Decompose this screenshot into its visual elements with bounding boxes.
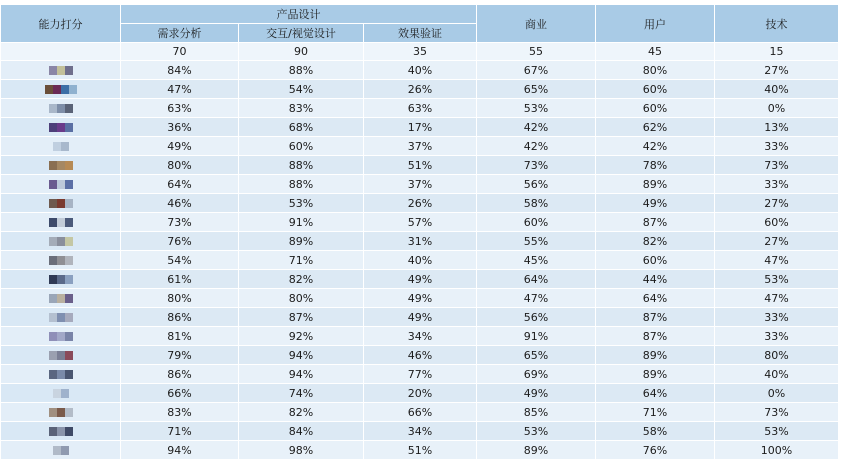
- column-header-requirements: 需求分析: [121, 24, 239, 43]
- mosaic-block: [57, 218, 65, 227]
- score-cell-interaction: 88%: [239, 61, 364, 80]
- score-cell-validation: 20%: [364, 384, 477, 403]
- weight-validation: 35: [364, 43, 477, 61]
- score-cell-business: 67%: [477, 61, 596, 80]
- score-cell-user: 49%: [596, 194, 715, 213]
- pixelated-name-mosaic: [49, 199, 73, 208]
- row-name-pixelated: [1, 308, 121, 327]
- pixelated-name-mosaic: [49, 408, 73, 417]
- row-name-pixelated: [1, 61, 121, 80]
- pixelated-name-mosaic: [49, 351, 73, 360]
- row-name-pixelated: [1, 137, 121, 156]
- score-cell-user: 62%: [596, 118, 715, 137]
- mosaic-block: [57, 294, 65, 303]
- pixelated-name-mosaic: [49, 313, 73, 322]
- score-cell-interaction: 89%: [239, 232, 364, 251]
- mosaic-block: [57, 104, 65, 113]
- pixelated-name-mosaic: [49, 237, 73, 246]
- table-row: [1, 422, 839, 441]
- row-name-pixelated: [1, 251, 121, 270]
- score-cell-interaction: 71%: [239, 251, 364, 270]
- score-cell-tech: 53%: [715, 422, 839, 441]
- mosaic-block: [49, 313, 57, 322]
- score-cell-interaction: 82%: [239, 270, 364, 289]
- mosaic-block: [65, 199, 73, 208]
- row-name-pixelated: [1, 213, 121, 232]
- score-cell-validation: 57%: [364, 213, 477, 232]
- mosaic-block: [49, 427, 57, 436]
- score-cell-validation: 34%: [364, 327, 477, 346]
- mosaic-block: [57, 123, 65, 132]
- mosaic-block: [49, 370, 57, 379]
- mosaic-block: [49, 294, 57, 303]
- score-cell-interaction: 74%: [239, 384, 364, 403]
- pixelated-name-mosaic: [45, 85, 77, 94]
- pixelated-name-mosaic: [49, 123, 73, 132]
- weight-tech: 15: [715, 43, 839, 61]
- mosaic-block: [61, 446, 69, 455]
- score-cell-interaction: 91%: [239, 213, 364, 232]
- table-row: [1, 213, 839, 232]
- row-name-pixelated: [1, 80, 121, 99]
- mosaic-block: [57, 370, 65, 379]
- table-row: [1, 194, 839, 213]
- mosaic-block: [57, 313, 65, 322]
- score-cell-tech: 33%: [715, 308, 839, 327]
- score-cell-user: 42%: [596, 137, 715, 156]
- score-cell-business: 45%: [477, 251, 596, 270]
- score-cell-business: 55%: [477, 232, 596, 251]
- mosaic-block: [65, 161, 73, 170]
- score-cell-business: 73%: [477, 156, 596, 175]
- mosaic-block: [57, 161, 65, 170]
- score-cell-business: 53%: [477, 99, 596, 118]
- score-cell-interaction: 68%: [239, 118, 364, 137]
- score-cell-validation: 40%: [364, 251, 477, 270]
- score-cell-requirements: 86%: [121, 365, 239, 384]
- score-cell-validation: 26%: [364, 80, 477, 99]
- score-cell-validation: 26%: [364, 194, 477, 213]
- row-name-pixelated: [1, 327, 121, 346]
- column-header-tech: 技术: [715, 5, 839, 43]
- row-name-pixelated: [1, 403, 121, 422]
- score-cell-validation: 46%: [364, 346, 477, 365]
- score-cell-requirements: 66%: [121, 384, 239, 403]
- score-cell-requirements: 47%: [121, 80, 239, 99]
- score-cell-tech: 100%: [715, 441, 839, 460]
- score-cell-business: 58%: [477, 194, 596, 213]
- table-row: [1, 346, 839, 365]
- row-name-pixelated: [1, 365, 121, 384]
- score-cell-business: 56%: [477, 175, 596, 194]
- mosaic-block: [49, 66, 57, 75]
- row-name-pixelated: [1, 156, 121, 175]
- corner-label: 能力打分: [1, 5, 121, 43]
- score-cell-validation: 51%: [364, 441, 477, 460]
- score-cell-validation: 37%: [364, 175, 477, 194]
- pixelated-name-mosaic: [49, 256, 73, 265]
- pixelated-name-mosaic: [49, 427, 73, 436]
- score-cell-business: 89%: [477, 441, 596, 460]
- score-cell-user: 71%: [596, 403, 715, 422]
- score-cell-validation: 40%: [364, 61, 477, 80]
- score-cell-user: 89%: [596, 365, 715, 384]
- mosaic-block: [49, 237, 57, 246]
- pixelated-name-mosaic: [53, 389, 69, 398]
- score-cell-tech: 73%: [715, 403, 839, 422]
- column-header-business: 商业: [477, 5, 596, 43]
- mosaic-block: [61, 142, 69, 151]
- score-cell-tech: 53%: [715, 270, 839, 289]
- score-cell-tech: 47%: [715, 251, 839, 270]
- score-cell-interaction: 87%: [239, 308, 364, 327]
- score-cell-user: 44%: [596, 270, 715, 289]
- mosaic-block: [57, 180, 65, 189]
- score-cell-interaction: 83%: [239, 99, 364, 118]
- score-cell-business: 69%: [477, 365, 596, 384]
- score-cell-requirements: 83%: [121, 403, 239, 422]
- row-name-pixelated: [1, 289, 121, 308]
- row-name-pixelated: [1, 99, 121, 118]
- mosaic-block: [57, 66, 65, 75]
- mosaic-block: [65, 427, 73, 436]
- score-cell-validation: 37%: [364, 137, 477, 156]
- score-cell-tech: 80%: [715, 346, 839, 365]
- mosaic-block: [49, 351, 57, 360]
- score-cell-interaction: 60%: [239, 137, 364, 156]
- mosaic-block: [65, 313, 73, 322]
- weight-user: 45: [596, 43, 715, 61]
- mosaic-block: [61, 85, 69, 94]
- score-cell-validation: 66%: [364, 403, 477, 422]
- table-row: [1, 80, 839, 99]
- mosaic-block: [65, 180, 73, 189]
- score-cell-tech: 0%: [715, 384, 839, 403]
- mosaic-block: [57, 256, 65, 265]
- score-cell-business: 47%: [477, 289, 596, 308]
- weight-interaction: 90: [239, 43, 364, 61]
- row-name-pixelated: [1, 384, 121, 403]
- score-cell-requirements: 73%: [121, 213, 239, 232]
- mosaic-block: [65, 104, 73, 113]
- mosaic-block: [57, 427, 65, 436]
- score-cell-tech: 33%: [715, 137, 839, 156]
- mosaic-block: [65, 294, 73, 303]
- score-cell-user: 60%: [596, 80, 715, 99]
- table-row: [1, 175, 839, 194]
- row-name-pixelated: [1, 194, 121, 213]
- score-cell-interaction: 94%: [239, 346, 364, 365]
- table-row: [1, 61, 839, 80]
- table-row: [1, 137, 839, 156]
- mosaic-block: [65, 332, 73, 341]
- score-cell-validation: 51%: [364, 156, 477, 175]
- score-cell-business: 42%: [477, 137, 596, 156]
- table-row: [1, 156, 839, 175]
- score-cell-business: 64%: [477, 270, 596, 289]
- table-body: [1, 61, 839, 460]
- score-cell-tech: 0%: [715, 99, 839, 118]
- mosaic-block: [49, 256, 57, 265]
- score-cell-validation: 17%: [364, 118, 477, 137]
- score-table-container: [0, 4, 838, 460]
- score-cell-validation: 63%: [364, 99, 477, 118]
- score-cell-requirements: 64%: [121, 175, 239, 194]
- row-name-pixelated: [1, 441, 121, 460]
- score-cell-business: 65%: [477, 80, 596, 99]
- mosaic-block: [57, 199, 65, 208]
- score-cell-business: 56%: [477, 308, 596, 327]
- table-row: [1, 441, 839, 460]
- table-row: [1, 289, 839, 308]
- mosaic-block: [49, 275, 57, 284]
- table-row: [1, 327, 839, 346]
- mosaic-block: [53, 446, 61, 455]
- score-cell-interaction: 92%: [239, 327, 364, 346]
- mosaic-block: [65, 218, 73, 227]
- row-name-pixelated: [1, 422, 121, 441]
- score-cell-interaction: 88%: [239, 156, 364, 175]
- score-cell-requirements: 86%: [121, 308, 239, 327]
- mosaic-block: [65, 256, 73, 265]
- score-cell-tech: 60%: [715, 213, 839, 232]
- score-cell-validation: 49%: [364, 289, 477, 308]
- mosaic-block: [49, 332, 57, 341]
- score-cell-user: 60%: [596, 99, 715, 118]
- score-cell-user: 58%: [596, 422, 715, 441]
- mosaic-block: [53, 85, 61, 94]
- score-cell-user: 87%: [596, 327, 715, 346]
- mosaic-block: [57, 275, 65, 284]
- row-name-pixelated: [1, 118, 121, 137]
- score-cell-interaction: 98%: [239, 441, 364, 460]
- score-cell-user: 64%: [596, 289, 715, 308]
- pixelated-name-mosaic: [49, 218, 73, 227]
- mosaic-block: [57, 408, 65, 417]
- score-cell-requirements: 61%: [121, 270, 239, 289]
- pixelated-name-mosaic: [49, 161, 73, 170]
- mosaic-block: [49, 104, 57, 113]
- score-cell-user: 80%: [596, 61, 715, 80]
- score-cell-tech: 33%: [715, 175, 839, 194]
- column-header-user: 用户: [596, 5, 715, 43]
- score-cell-requirements: 36%: [121, 118, 239, 137]
- mosaic-block: [49, 408, 57, 417]
- score-cell-requirements: 84%: [121, 61, 239, 80]
- mosaic-block: [45, 85, 53, 94]
- score-cell-interaction: 94%: [239, 365, 364, 384]
- score-cell-tech: 13%: [715, 118, 839, 137]
- score-cell-interaction: 88%: [239, 175, 364, 194]
- score-cell-requirements: 79%: [121, 346, 239, 365]
- score-cell-requirements: 80%: [121, 156, 239, 175]
- row-name-pixelated: [1, 346, 121, 365]
- score-cell-user: 89%: [596, 346, 715, 365]
- group-header-product-design: 产品设计: [121, 5, 477, 24]
- score-cell-validation: 49%: [364, 308, 477, 327]
- score-cell-requirements: 81%: [121, 327, 239, 346]
- score-cell-user: 78%: [596, 156, 715, 175]
- mosaic-block: [49, 161, 57, 170]
- mosaic-block: [65, 408, 73, 417]
- weight-business: 55: [477, 43, 596, 61]
- mosaic-block: [57, 332, 65, 341]
- score-cell-tech: 73%: [715, 156, 839, 175]
- mosaic-block: [65, 237, 73, 246]
- score-cell-tech: 40%: [715, 365, 839, 384]
- score-cell-validation: 77%: [364, 365, 477, 384]
- mosaic-block: [61, 389, 69, 398]
- weights-row-label: [1, 43, 121, 61]
- score-cell-validation: 49%: [364, 270, 477, 289]
- pixelated-name-mosaic: [53, 446, 69, 455]
- score-cell-business: 42%: [477, 118, 596, 137]
- score-cell-business: 91%: [477, 327, 596, 346]
- table-row: [1, 232, 839, 251]
- score-cell-business: 60%: [477, 213, 596, 232]
- pixelated-name-mosaic: [49, 66, 73, 75]
- score-cell-requirements: 94%: [121, 441, 239, 460]
- score-cell-requirements: 76%: [121, 232, 239, 251]
- score-cell-user: 60%: [596, 251, 715, 270]
- score-cell-user: 87%: [596, 213, 715, 232]
- table-row: [1, 270, 839, 289]
- table-header: [1, 5, 839, 61]
- mosaic-block: [57, 351, 65, 360]
- mosaic-block: [65, 370, 73, 379]
- score-cell-requirements: 71%: [121, 422, 239, 441]
- row-name-pixelated: [1, 270, 121, 289]
- weight-requirements: 70: [121, 43, 239, 61]
- score-cell-requirements: 46%: [121, 194, 239, 213]
- score-cell-interaction: 84%: [239, 422, 364, 441]
- pixelated-name-mosaic: [49, 370, 73, 379]
- table-row: [1, 365, 839, 384]
- table-row: [1, 308, 839, 327]
- score-cell-business: 53%: [477, 422, 596, 441]
- weights-row: [1, 43, 839, 61]
- mosaic-block: [49, 123, 57, 132]
- score-cell-business: 85%: [477, 403, 596, 422]
- score-cell-tech: 27%: [715, 61, 839, 80]
- pixelated-name-mosaic: [49, 104, 73, 113]
- mosaic-block: [49, 199, 57, 208]
- score-cell-validation: 31%: [364, 232, 477, 251]
- score-cell-user: 76%: [596, 441, 715, 460]
- column-header-interaction: 交互/视觉设计: [239, 24, 364, 43]
- score-cell-user: 87%: [596, 308, 715, 327]
- pixelated-name-mosaic: [49, 332, 73, 341]
- mosaic-block: [65, 275, 73, 284]
- table-row: [1, 251, 839, 270]
- mosaic-block: [53, 142, 61, 151]
- table-row: [1, 99, 839, 118]
- score-cell-interaction: 82%: [239, 403, 364, 422]
- table-row: [1, 403, 839, 422]
- score-cell-tech: 40%: [715, 80, 839, 99]
- mosaic-block: [57, 237, 65, 246]
- pixelated-name-mosaic: [49, 294, 73, 303]
- mosaic-block: [65, 123, 73, 132]
- table-row: [1, 384, 839, 403]
- score-cell-interaction: 54%: [239, 80, 364, 99]
- score-cell-requirements: 54%: [121, 251, 239, 270]
- pixelated-name-mosaic: [53, 142, 69, 151]
- score-cell-requirements: 63%: [121, 99, 239, 118]
- score-cell-validation: 34%: [364, 422, 477, 441]
- score-cell-business: 49%: [477, 384, 596, 403]
- table-row: [1, 118, 839, 137]
- mosaic-block: [49, 218, 57, 227]
- score-cell-requirements: 80%: [121, 289, 239, 308]
- header-row-groups: [1, 5, 839, 24]
- score-cell-requirements: 49%: [121, 137, 239, 156]
- ability-score-table: [0, 4, 839, 460]
- score-cell-tech: 33%: [715, 327, 839, 346]
- pixelated-name-mosaic: [49, 275, 73, 284]
- mosaic-block: [49, 180, 57, 189]
- score-cell-tech: 47%: [715, 289, 839, 308]
- pixelated-name-mosaic: [49, 180, 73, 189]
- score-cell-interaction: 80%: [239, 289, 364, 308]
- score-cell-user: 64%: [596, 384, 715, 403]
- score-cell-tech: 27%: [715, 194, 839, 213]
- row-name-pixelated: [1, 232, 121, 251]
- row-name-pixelated: [1, 175, 121, 194]
- mosaic-block: [69, 85, 77, 94]
- score-cell-user: 89%: [596, 175, 715, 194]
- column-header-validation: 效果验证: [364, 24, 477, 43]
- mosaic-block: [53, 389, 61, 398]
- score-cell-user: 82%: [596, 232, 715, 251]
- score-cell-tech: 27%: [715, 232, 839, 251]
- score-cell-interaction: 53%: [239, 194, 364, 213]
- score-cell-business: 65%: [477, 346, 596, 365]
- mosaic-block: [65, 66, 73, 75]
- mosaic-block: [65, 351, 73, 360]
